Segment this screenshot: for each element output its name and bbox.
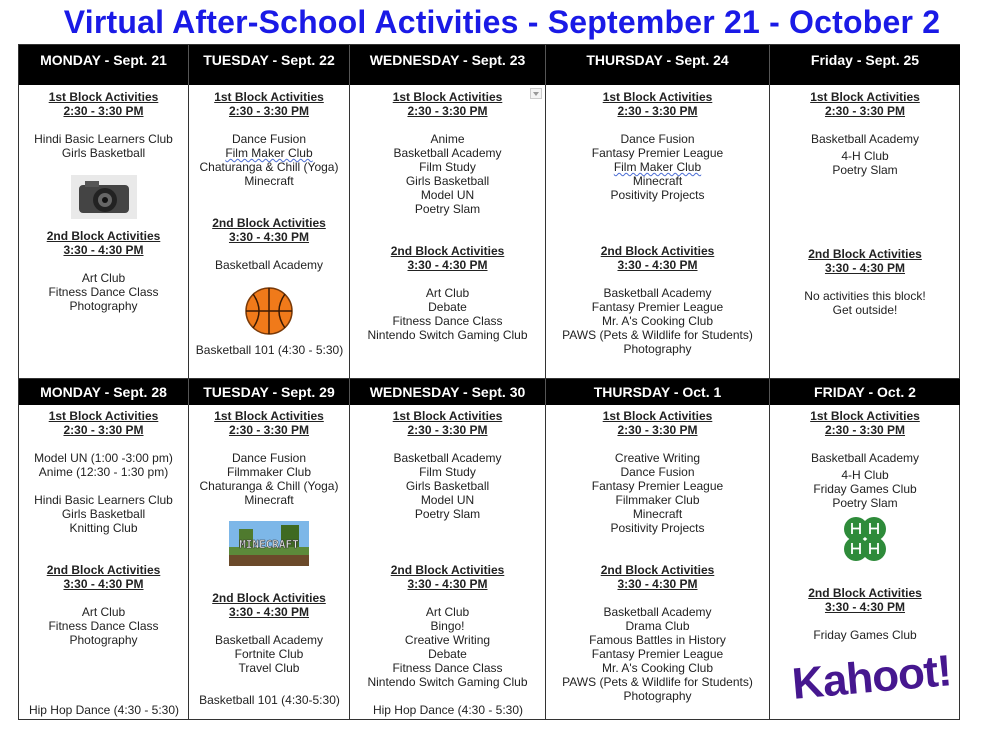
activity-item: Photography bbox=[623, 342, 692, 356]
block2-time: 3:30 - 4:30 PM bbox=[228, 230, 310, 244]
activity-item: Minecraft bbox=[632, 507, 683, 521]
block1-title: 1st Block Activities bbox=[810, 409, 920, 423]
header-thu-w1: THURSDAY - Sept. 24 bbox=[546, 45, 770, 85]
block2-title: 2nd Block Activities bbox=[808, 586, 922, 600]
activity-item: Fantasy Premier League bbox=[591, 479, 724, 493]
page-title: Virtual After-School Activities - September 21 - October 2 bbox=[63, 4, 941, 40]
block2-time: 3:30 - 4:30 PM bbox=[228, 605, 310, 619]
header-tue-w2: TUESDAY - Sept. 29 bbox=[189, 379, 350, 405]
block2-title: 2nd Block Activities bbox=[808, 247, 922, 261]
block1-title: 1st Block Activities bbox=[214, 409, 324, 423]
activity-item: Basketball Academy bbox=[393, 146, 502, 160]
header-mon-w1: MONDAY - Sept. 21 bbox=[19, 45, 189, 85]
header-wed-w1: WEDNESDAY - Sept. 23 bbox=[350, 45, 546, 85]
activity-item: Model UN bbox=[420, 493, 475, 507]
activity-item: Basketball Academy bbox=[214, 633, 324, 647]
block2-time: 3:30 - 4:30 PM bbox=[407, 258, 488, 272]
activity-item: Art Club bbox=[81, 271, 126, 285]
block1-time: 2:30 - 3:30 PM bbox=[63, 104, 144, 118]
activity-item: Chaturanga & Chill (Yoga) bbox=[199, 479, 339, 493]
activity-item: Dance Fusion bbox=[620, 132, 695, 146]
activity-item: Fantasy Premier League bbox=[591, 300, 724, 314]
activity-item: Fortnite Club bbox=[234, 647, 304, 661]
activity-item: Fitness Dance Class bbox=[392, 661, 503, 675]
activity-item: Fitness Dance Class bbox=[48, 285, 159, 299]
block2-time: 3:30 - 4:30 PM bbox=[63, 243, 144, 257]
activity-item: Photography bbox=[69, 633, 138, 647]
block1-time: 2:30 - 3:30 PM bbox=[228, 104, 310, 118]
block2-title: 2nd Block Activities bbox=[390, 244, 505, 258]
activity-item: Model UN (1:00 -3:00 pm) bbox=[34, 451, 173, 465]
header-wed-w2: WEDNESDAY - Sept. 30 bbox=[350, 379, 546, 405]
day-cell-mon-sept28 bbox=[19, 405, 189, 719]
activity-item: Minecraft bbox=[244, 174, 294, 188]
block1-time: 2:30 - 3:30 PM bbox=[617, 104, 698, 118]
camera-photo bbox=[71, 175, 137, 219]
day-cell-wed-sept23 bbox=[350, 85, 546, 379]
footer-activity: Basketball 101 (4:30 - 5:30) bbox=[195, 343, 344, 357]
footer-activity: Hip Hop Dance (4:30 - 5:30) bbox=[28, 703, 180, 717]
block1-title: 1st Block Activities bbox=[602, 90, 713, 104]
block1-title: 1st Block Activities bbox=[214, 90, 324, 104]
activity-item: Nintendo Switch Gaming Club bbox=[367, 328, 528, 342]
block1-time: 2:30 - 3:30 PM bbox=[617, 423, 698, 437]
block1-time: 2:30 - 3:30 PM bbox=[824, 104, 906, 118]
day-cell-thu-oct1 bbox=[546, 405, 770, 719]
activity-item: Famous Battles in History bbox=[589, 633, 726, 647]
activity-item: Friday Games Club bbox=[813, 628, 917, 642]
header-mon-w2: MONDAY - Sept. 28 bbox=[19, 379, 189, 405]
block2-title: 2nd Block Activities bbox=[46, 563, 161, 577]
schedule-grid bbox=[18, 44, 960, 720]
activity-item: No activities this block! bbox=[804, 289, 926, 303]
activity-item: Basketball Academy bbox=[603, 605, 712, 619]
activity-item: Girls Basketball bbox=[405, 174, 490, 188]
activity-item: Basketball Academy bbox=[810, 451, 920, 465]
activity-item: Filmmaker Club bbox=[226, 465, 311, 479]
header-fri-w1: Friday - Sept. 25 bbox=[770, 45, 960, 85]
block1-time: 2:30 - 3:30 PM bbox=[63, 423, 144, 437]
day-cell-tue-sept22 bbox=[189, 85, 350, 379]
activity-item: Anime (12:30 - 1:30 pm) bbox=[38, 465, 169, 479]
svg-text:MINECRAFT: MINECRAFT bbox=[239, 538, 299, 551]
activity-item: Chaturanga & Chill (Yoga) bbox=[199, 160, 339, 174]
activity-item: PAWS (Pets & Wildlife for Students) bbox=[562, 675, 753, 689]
footer-activity: Basketball 101 (4:30-5:30) bbox=[199, 693, 340, 707]
activity-item: Fitness Dance Class bbox=[48, 619, 159, 633]
activity-item: PAWS (Pets & Wildlife for Students) bbox=[562, 328, 753, 342]
activity-item: Friday Games Club bbox=[813, 482, 917, 496]
activity-item: Hindi Basic Learners Club bbox=[34, 493, 173, 507]
activity-item: Creative Writing bbox=[404, 633, 491, 647]
activity-item: Hindi Basic Learners Club bbox=[34, 132, 173, 146]
dropdown-arrow-icon[interactable] bbox=[530, 88, 542, 99]
activity-item: Film Maker Club bbox=[225, 146, 313, 160]
activity-item: Art Club bbox=[425, 286, 470, 300]
activity-item: Basketball Academy bbox=[214, 258, 324, 272]
activity-item: Art Club bbox=[81, 605, 126, 619]
activity-item: Fantasy Premier League bbox=[591, 647, 724, 661]
activity-item: Dance Fusion bbox=[620, 465, 695, 479]
activity-item: Film Maker Club bbox=[613, 160, 702, 174]
basketball-icon bbox=[245, 287, 293, 335]
minecraft-image bbox=[229, 521, 309, 566]
block1-time: 2:30 - 3:30 PM bbox=[824, 423, 906, 437]
activity-item: Basketball Academy bbox=[810, 132, 920, 146]
activity-item: Filmmaker Club bbox=[615, 493, 700, 507]
activity-item: Get outside! bbox=[832, 303, 898, 317]
activity-item: 4-H Club bbox=[841, 468, 889, 482]
activity-item: Drama Club bbox=[625, 619, 690, 633]
activity-item: Travel Club bbox=[238, 661, 300, 675]
activity-item: Film Study bbox=[419, 465, 476, 479]
activity-item: Debate bbox=[428, 300, 467, 314]
header-tue-w1: TUESDAY - Sept. 22 bbox=[189, 45, 350, 85]
block2-title: 2nd Block Activities bbox=[600, 244, 715, 258]
activity-item: 4-H Club bbox=[841, 149, 889, 163]
activity-item: Fantasy Premier League bbox=[591, 146, 724, 160]
activity-item: Poetry Slam bbox=[832, 163, 898, 177]
activity-item: Dance Fusion bbox=[231, 451, 307, 465]
day-cell-fri-sept25 bbox=[770, 85, 960, 379]
day-cell-tue-sept29 bbox=[189, 405, 350, 719]
four-h-clover-icon bbox=[838, 513, 892, 567]
block2-time: 3:30 - 4:30 PM bbox=[407, 577, 488, 591]
block2-title: 2nd Block Activities bbox=[46, 229, 161, 243]
block2-title: 2nd Block Activities bbox=[390, 563, 505, 577]
activity-item: Poetry Slam bbox=[832, 496, 898, 510]
header-fri-w2: FRIDAY - Oct. 2 bbox=[770, 379, 960, 405]
activity-item: Poetry Slam bbox=[414, 202, 481, 216]
block2-time: 3:30 - 4:30 PM bbox=[63, 577, 144, 591]
block1-time: 2:30 - 3:30 PM bbox=[228, 423, 310, 437]
block2-title: 2nd Block Activities bbox=[212, 216, 326, 230]
block2-title: 2nd Block Activities bbox=[212, 591, 326, 605]
activity-item: Model UN bbox=[420, 188, 475, 202]
block2-time: 3:30 - 4:30 PM bbox=[617, 577, 698, 591]
activity-item: Mr. A's Cooking Club bbox=[601, 661, 713, 675]
activity-item: Dance Fusion bbox=[231, 132, 307, 146]
activity-item: Creative Writing bbox=[614, 451, 701, 465]
day-cell-fri-oct2 bbox=[770, 405, 960, 719]
block1-time: 2:30 - 3:30 PM bbox=[407, 104, 488, 118]
header-thu-w2: THURSDAY - Oct. 1 bbox=[546, 379, 770, 405]
block1-title: 1st Block Activities bbox=[392, 409, 503, 423]
block1-title: 1st Block Activities bbox=[392, 90, 503, 104]
activity-item: Girls Basketball bbox=[405, 479, 490, 493]
kahoot-logo: Kahoot! bbox=[790, 646, 953, 709]
activity-item: Debate bbox=[428, 647, 467, 661]
block1-title: 1st Block Activities bbox=[810, 90, 920, 104]
activity-item: Basketball Academy bbox=[603, 286, 712, 300]
day-cell-wed-sept30 bbox=[350, 405, 546, 719]
activity-item: Knitting Club bbox=[69, 521, 138, 535]
block1-title: 1st Block Activities bbox=[602, 409, 713, 423]
activity-item: Bingo! bbox=[430, 619, 465, 633]
activity-item: Nintendo Switch Gaming Club bbox=[367, 675, 528, 689]
activity-item: Film Study bbox=[419, 160, 476, 174]
activity-item: Anime bbox=[430, 132, 465, 146]
block2-time: 3:30 - 4:30 PM bbox=[617, 258, 698, 272]
activity-item: Art Club bbox=[425, 605, 470, 619]
day-cell-mon-sept21 bbox=[19, 85, 189, 379]
block2-time: 3:30 - 4:30 PM bbox=[824, 600, 906, 614]
activity-item: Positivity Projects bbox=[610, 521, 705, 535]
footer-activity: Hip Hop Dance (4:30 - 5:30) bbox=[372, 703, 524, 717]
activity-item: Basketball Academy bbox=[393, 451, 502, 465]
activity-item: Girls Basketball bbox=[61, 507, 146, 521]
week-divider bbox=[19, 378, 959, 379]
block2-time: 3:30 - 4:30 PM bbox=[824, 261, 906, 275]
activity-item: Fitness Dance Class bbox=[392, 314, 503, 328]
day-cell-thu-sept24 bbox=[546, 85, 770, 379]
activity-item: Photography bbox=[623, 689, 692, 703]
activity-item: Mr. A's Cooking Club bbox=[601, 314, 713, 328]
activity-item: Positivity Projects bbox=[610, 188, 705, 202]
block1-title: 1st Block Activities bbox=[48, 90, 159, 104]
activity-item: Minecraft bbox=[244, 493, 294, 507]
activity-item: Poetry Slam bbox=[414, 507, 481, 521]
block1-time: 2:30 - 3:30 PM bbox=[407, 423, 488, 437]
activity-item: Photography bbox=[69, 299, 138, 313]
activity-item: Minecraft bbox=[632, 174, 683, 188]
block1-title: 1st Block Activities bbox=[48, 409, 159, 423]
block2-title: 2nd Block Activities bbox=[600, 563, 715, 577]
activity-item: Girls Basketball bbox=[61, 146, 146, 160]
